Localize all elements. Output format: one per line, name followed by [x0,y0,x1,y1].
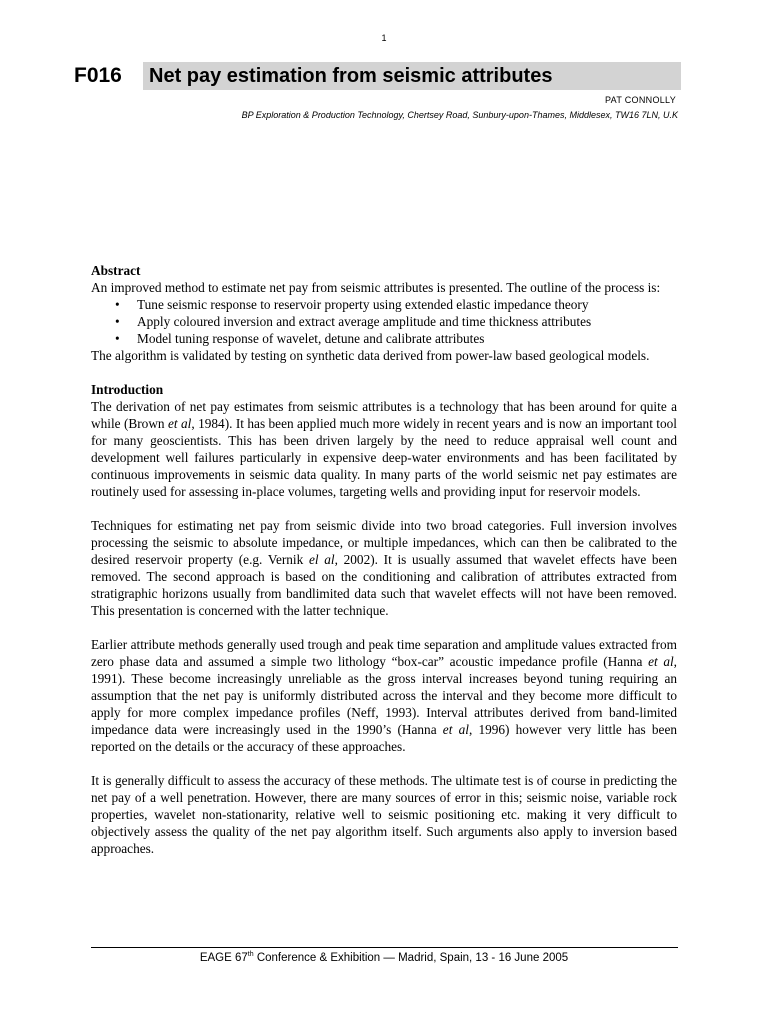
paragraph-gap [91,500,677,517]
introduction-paragraph-3 [91,636,677,755]
footer-rule [91,947,678,948]
abstract-closing: The algorithm is validated by testing on synthetic data derived from power-law based geological models. [91,348,650,363]
paragraph-gap [91,755,677,772]
abstract-heading: Abstract [91,263,141,278]
introduction-paragraph-2 [91,517,677,619]
introduction-paragraph-1 [91,398,677,500]
text-run: , 2002). It is usually assumed that wavelet effects have been removed. The second approach is based on the conditioning and calibration of attributes extracted from stratigraphic horizons usually from bandlimited data such that wavelet effects will not have been removed. This presentation is concerned with the latter technique. [91,552,678,618]
paragraph-gap [91,364,677,381]
citation-et-al: et al [648,654,674,669]
text-run: The derivation of net pay estimates from seismic attributes is a technology that has been around for quite a while (Brown [91,399,677,431]
abstract-bullet: • Model tuning response of wavelet, detune and calibrate attributes [91,330,677,347]
citation-et-al: et al [168,416,192,431]
footer-text: Conference & Exhibition — Madrid, Spain, 13 - 16 June 2005 [253,951,569,964]
text-run: , 1984). It has been applied much more widely in recent years and is now an important tool for many geoscientists. This has been driven largely by the need to reduce appraisal well count and development well failures particularly in expensive deep-water environments and has been facilitated by continuous improvements in seismic data quality. In many parts of the world seismic net pay estimates are routinely used for assessing in-place volumes, targeting wells and providing input for reservoir models. [91,416,677,499]
abstract-bullet-list [91,296,677,347]
conference-footer [0,951,768,964]
author-affiliation: BP Exploration & Production Technology, Chertsey Road, Sunbury-upon-Thames, Middlesex, TW16 7LN, U.K [241,110,678,120]
abstract-intro: An improved method to estimate net pay from seismic attributes is presented. The outline of the process is: [91,280,661,295]
text-run: , 1996) however very little has been reported on the details or the accuracy of these approaches. [91,722,678,754]
paper-title: Net pay estimation from seismic attributes [149,65,553,87]
abstract-bullet: • Tune seismic response to reservoir property using extended elastic impedance theory [91,296,677,313]
text-run: , 1991). These become increasingly unreliable as the gross interval increases beyond tuning requiring an assumption that the net pay is uniformly distributed across the interval and they become more difficult to apply for more complex impedance profiles (Neff, 1993). Interval attributes derived from band-limited impedance data were increasingly used in the 1990’s (Hanna [91,654,677,737]
author-name: PAT CONNOLLY [605,95,676,105]
paper-header [74,62,681,90]
paper-code: F016 [74,64,122,87]
abstract-bullet: • Apply coloured inversion and extract average amplitude and time thickness attributes [91,313,677,330]
page-number: 1 [381,33,387,43]
title-bar [143,62,681,90]
text-run: Techniques for estimating net pay from seismic divide into two broad categories. Full inversion involves processing the seismic to absolute impedance, or multiple impedances, which can then be calibrated to the desired reservoir property (e.g. Vernik [91,518,677,567]
citation-et-al: el al [308,552,335,567]
introduction-paragraph-4: It is generally difficult to assess the accuracy of these methods. The ultimate test is of course in predicting the net pay of a well penetration. However, there are many sources of error in this; seismic noise, variable rock properties, wavelet non-stationarity, relative well to seismic positioning etc. making it very difficult to objectively assess the quality of the net pay algorithm itself. Such arguments also apply to inversion based approaches. [91,773,677,856]
citation-et-al: et al [442,722,469,737]
footer-text: EAGE 67 [199,951,248,964]
footer-superscript: th [247,951,254,958]
body-text [91,262,677,857]
introduction-heading: Introduction [91,382,164,397]
paragraph-gap [91,619,677,636]
text-run: Earlier attribute methods generally used trough and peak time separation and amplitude values extracted from zero phase data and assumed a simple two lithology “box-car” acoustic impedance profile (Hanna [91,637,677,669]
